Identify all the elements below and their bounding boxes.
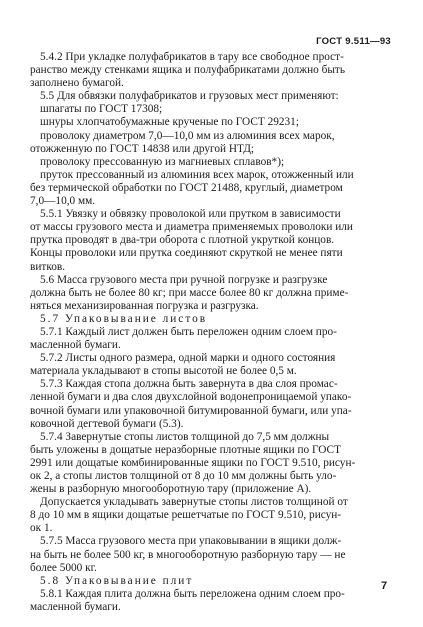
text-line: вочной бумаги или упаковочной битумированной бумаги, или упа- bbox=[30, 404, 352, 417]
text-line: шпагаты по ГОСТ 17308; bbox=[40, 103, 163, 116]
text-line: Допускается укладывать завернутые стопы листов толщиной от bbox=[40, 496, 348, 509]
text-line: 5.8 Упаковывание плит bbox=[40, 574, 194, 587]
text-line: 5.7.4 Завернутые стопы листов толщиной до 7,5 мм должны bbox=[40, 430, 330, 443]
text-line: более 5000 кг. bbox=[30, 561, 97, 574]
text-line: без термической обработки по ГОСТ 21488, круглый, диаметром bbox=[30, 181, 343, 194]
text-line: заполнено бумагой. bbox=[30, 77, 124, 90]
text-line: ленной бумаги и два слоя двухслойной водонепроницаемой упако- bbox=[30, 391, 352, 404]
text-line: 5.8.1 Каждая плита должна быть переложена одним слоем про- bbox=[40, 587, 345, 600]
text-line: 2991 или дощатые комбинированные ящики по ГОСТ 9.510, рисун- bbox=[30, 456, 356, 469]
document-body bbox=[30, 51, 391, 614]
text-line: на быть не более 500 кг, в многооборотную разборную тару — не bbox=[30, 548, 346, 561]
text-line: няться механизированная погрузка и разгрузка. bbox=[30, 299, 259, 312]
text-line: 5.7.3 Каждая стопа должна быть завернута в два слоя промас- bbox=[40, 378, 338, 391]
text-line: отожженную по ГОСТ 14838 или другой НТД; bbox=[30, 142, 255, 155]
text-line: шнуры хлопчатобумажные крученые по ГОСТ 29231; bbox=[40, 116, 299, 129]
text-line: пруток прессованный из алюминия всех марок, отожженный или bbox=[40, 168, 354, 181]
text-line: 5.7 Упаковывание листов bbox=[40, 312, 208, 325]
page-header: ГОСТ 9.511—93 bbox=[316, 36, 391, 47]
text-line: ок 2, а стопы листов толщиной от 8 до 10 мм должны быть уло- bbox=[30, 470, 337, 482]
text-line: 5.6 Масса грузового места при ручной погрузке и разгрузке bbox=[40, 273, 328, 286]
text-line: материала укладывают в стопы высотой не более 0,5 м. bbox=[30, 365, 297, 378]
text-line: проволоку диаметром 7,0—10,0 мм из алюминия всех марок, bbox=[40, 129, 335, 142]
text-line: 5.5 Для обвязки полуфабрикатов и грузовых мест применяют: bbox=[40, 90, 339, 103]
text-line: 5.5.1 Увязку и обвязку проволокой или прутком в зависимости bbox=[40, 208, 341, 221]
text-line: 5.7.1 Каждый лист должен быть переложен одним слоем про- bbox=[40, 325, 337, 338]
text-line: масленной бумаги. bbox=[30, 600, 121, 613]
text-line: проволоку прессованную из магниевых сплавов*); bbox=[40, 155, 285, 168]
page-number: 7 bbox=[381, 580, 388, 592]
text-line: должна быть не более 80 кг; при массе более 80 кг должна приме- bbox=[30, 286, 349, 299]
text-line: 7,0—10,0 мм. bbox=[30, 195, 96, 208]
text-line: быть уложены в дощатые неразборные плотные ящики по ГОСТ bbox=[30, 443, 341, 456]
text-line: Концы проволоки или прутка соединяют скруткой не менее пяти bbox=[30, 247, 343, 260]
text-line: прутка проводят в два-три оборота с плотной укруткой концов. bbox=[30, 234, 335, 247]
text-line: ранство между стенками ящика и полуфабрикатами должно быть bbox=[30, 64, 346, 77]
text-line: ок 1. bbox=[30, 522, 53, 535]
text-line: витков. bbox=[30, 260, 66, 273]
text-line: от массы грузового места и диаметра применяемых проволоки или bbox=[30, 221, 353, 234]
text-line: ковочной дегтевой бумаги (5.3). bbox=[30, 417, 184, 430]
text-line: масленной бумаги. bbox=[30, 339, 121, 352]
text-line: жены в разборную многооборотную тару (приложение А). bbox=[30, 483, 312, 496]
text-line: 5.7.5 Масса грузового места при упаковывании в ящики долж- bbox=[40, 535, 342, 548]
text-line: 8 до 10 мм в ящики дощатые решетчатые по ГОСТ 9.510, рисун- bbox=[30, 509, 342, 522]
text-line: 5.4.2 При укладке полуфабрикатов в тару все свободное прост- bbox=[40, 51, 344, 63]
text-line: 5.7.2 Листы одного размера, одной марки и одного состояния bbox=[40, 352, 336, 365]
